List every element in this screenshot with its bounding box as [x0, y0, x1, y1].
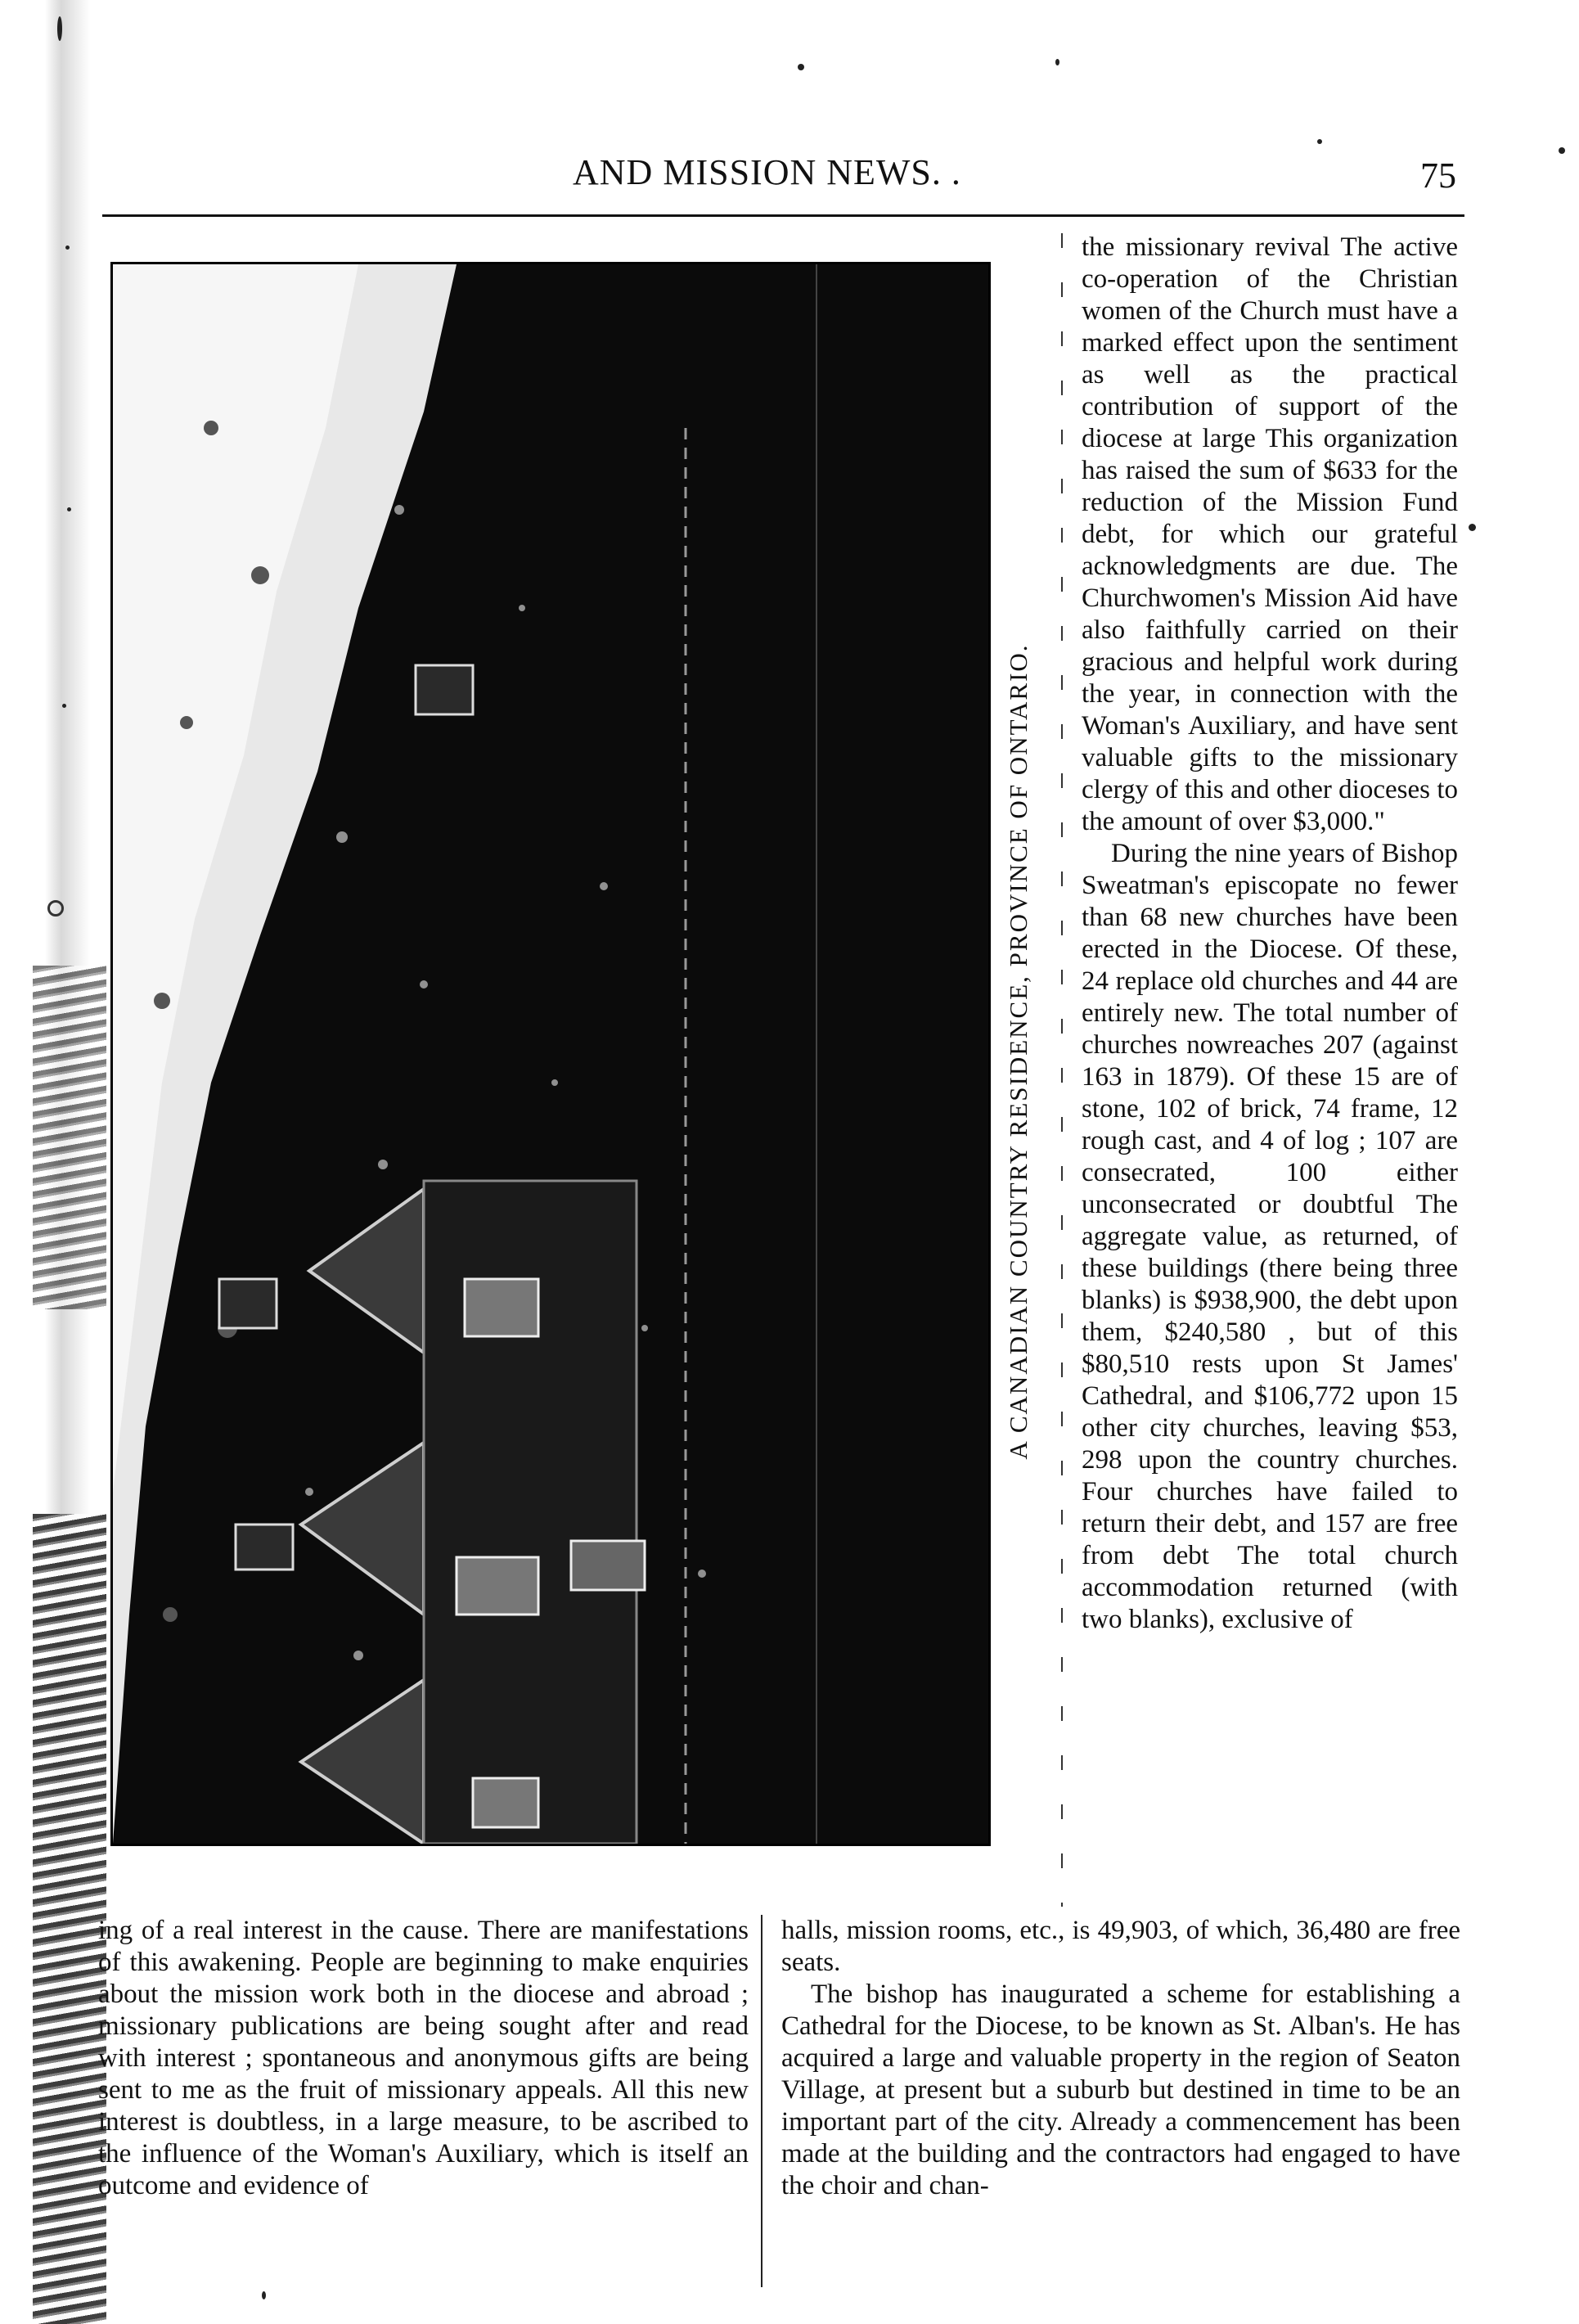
left-column-lower: [98, 1915, 749, 2202]
column-rule-lower: [761, 1915, 763, 2287]
header-rule: [102, 214, 1464, 217]
binding-speck: [57, 16, 62, 41]
engraving-illustration: [110, 262, 991, 1846]
column-rule-upper: [1061, 233, 1063, 1907]
binding-speck: [47, 900, 64, 917]
binding-edge: [0, 0, 115, 2324]
binding-shadow-upper: [33, 966, 106, 1309]
page-header: [573, 151, 1456, 200]
right-column-upper: [1082, 232, 1458, 1636]
stray-mark: [1559, 147, 1565, 154]
running-head: AND MISSION NEWS. .: [573, 152, 961, 192]
page-number: 75: [1420, 155, 1456, 196]
right-column-lower: [781, 1915, 1460, 2202]
binding-speck: [62, 704, 66, 708]
stray-mark: [1055, 59, 1059, 65]
paragraph: The bishop has inaugurated a scheme for establishing a Cathedral for the Diocese, to be known as St. Alban's. He has acquired a large and valuable property in the region of Seaton Village, at present but a suburb but destined in time to be an important part of the city. Already a commencement has been made at the building and the contractors had engaged to have the choir and chan-: [781, 1979, 1460, 2200]
country-residence-engraving: [113, 264, 988, 1844]
stray-mark: [798, 64, 804, 70]
stray-mark: [1317, 139, 1322, 144]
caption-wrap: [990, 262, 1047, 1841]
paragraph: ing of a real interest in the cause. There are manifestations of this awakening. People are beginning to make enquiries about the mission work both in the diocese and abroad ; missionary publications are being sought after and read with interest ; spontaneous and anonymous gifts are being sent to me as the fruit of missionary appeals. All this new interest is doubtless, in a large measure, to be ascribed to the influence of the Woman's Auxiliary, which is itself an outcome and evidence of: [98, 1916, 749, 2200]
paragraph: During the nine years of Bishop Sweatman's episcopate no fewer than 68 new churches have been erected in the Diocese. Of these, 24 replace old churches and 44 are entirely new. The total number of churches nowreaches 207 (against 163 in 1879). Of these 15 are of stone, 102 of brick, 74 frame, 12 rough cast, and 4 of log ; 107 are consecrated, 100 either unconsecrated or doubtful The aggregate value, as returned, of these buildings (there being three blanks) is $938,900, the debt upon them, $240,580 , but of this $80,510 rests upon St James' Cathedral, and $106,772 upon 15 other city churches, leaving $53, 298 upon the country churches. Four churches have failed to return their debt, and 157 are free from debt The total church accommodation returned (with two blanks), exclusive of: [1082, 839, 1458, 1634]
paragraph: halls, mission rooms, etc., is 49,903, of which, 36,480 are free seats.: [781, 1916, 1460, 1977]
stray-mark: [1469, 524, 1476, 531]
binding-shadow-lower: [33, 1514, 106, 2324]
paragraph: the missionary revival The active co-operation of the Christian women of the Church must have a marked effect upon the sentiment as well as the practical contribution of support of the diocese at large This organization has raised the sum of $633 for the reduction of the Mission Fund debt, for which our grateful acknowledgments are due. The Churchwomen's Mission Aid have also faithfully carried on their gracious and helpful work during the year, in connection with the Woman's Auxiliary, and have sent valuable gifts to the missionary clergy of this and other dioceses to the amount of over $3,000.": [1082, 232, 1458, 836]
binding-speck: [65, 245, 70, 250]
stray-mark: [262, 2291, 266, 2299]
illustration-caption: A CANADIAN COUNTRY RESIDENCE, PROVINCE OF ONTARIO.: [1004, 643, 1032, 1460]
binding-speck: [67, 507, 71, 511]
